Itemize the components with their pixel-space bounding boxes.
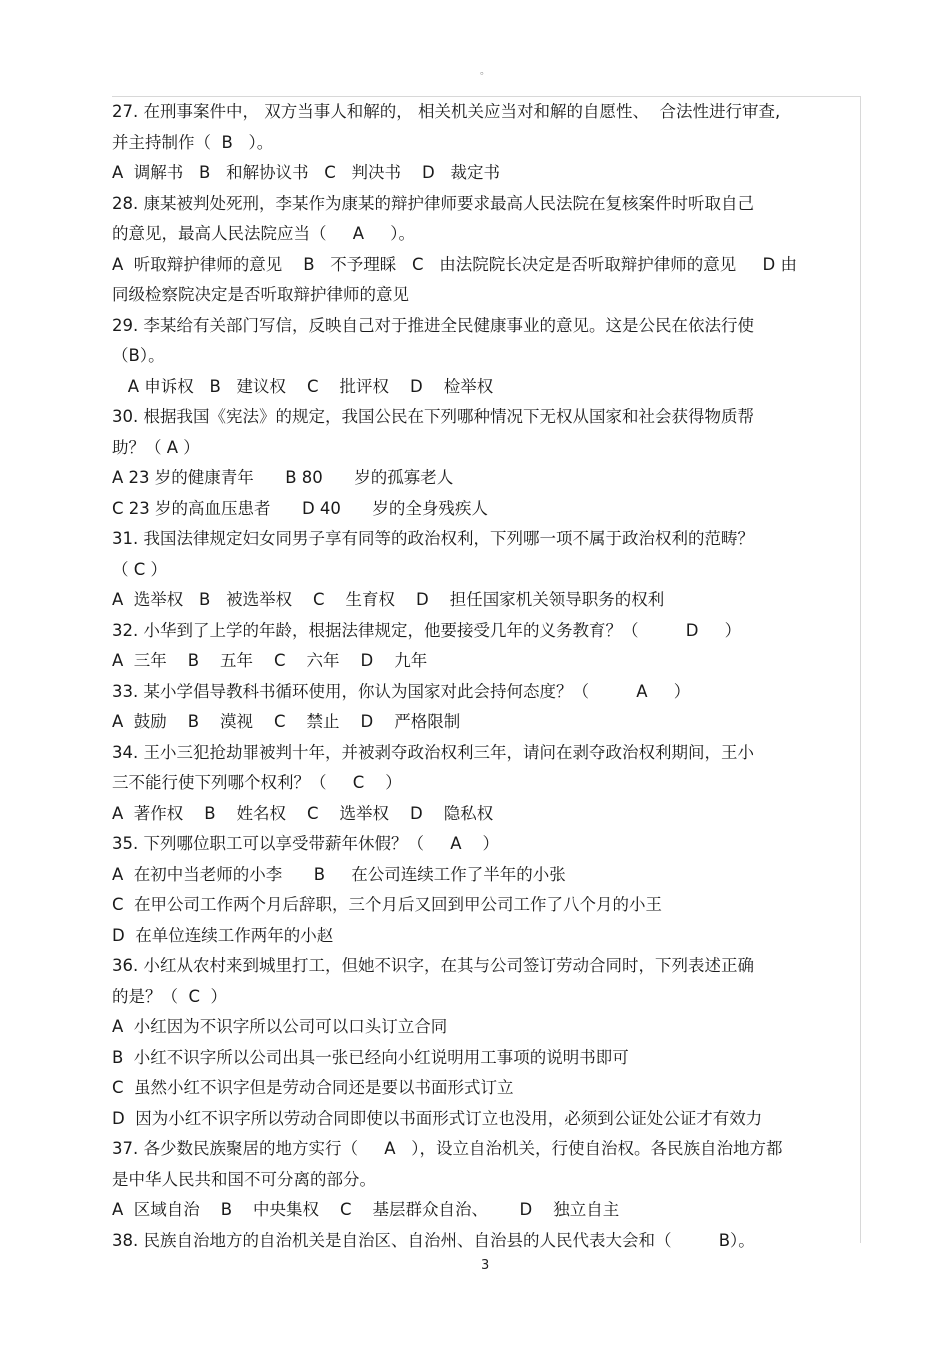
text-line: A 著作权 B 姓名权 C 选举权 D 隐私权 [112, 803, 494, 823]
text-line: B 小红不识字所以公司出具一张已经向小红说明用工事项的说明书即可 [112, 1047, 629, 1067]
text-line: （ C ） [112, 559, 168, 579]
text-line: 36. 小红从农村来到城里打工，但她不识字，在其与公司签订劳动合同时，下列表述正确 [112, 956, 754, 975]
text-line: C 虽然小红不识字但是劳动合同还是要以书面形式订立 [112, 1078, 514, 1097]
text-line: A 区域自治 B 中央集权 C 基层群众自治、 D 独立自主 [112, 1200, 620, 1219]
text-line: A 三年 B 五年 C 六年 D 九年 [112, 651, 428, 670]
text-line: 34. 王小三犯抢劫罪被判十年，并被剥夺政治权利三年，请问在剥夺政治权利期间，王小 [112, 742, 754, 762]
document-body [112, 97, 857, 1256]
text-line: A 选举权 B 被选举权 C 生育权 D 担任国家机关领导职务的权利 [112, 590, 665, 609]
text-line: 37. 各少数民族聚居的地方实行（ A ），设立自治机关，行使自治权。各民族自治地方都 [112, 1139, 783, 1158]
text-line: D 因为小红不识字所以劳动合同即使以书面形式订立也没用，必须到公证处公证才有效力 [112, 1108, 763, 1128]
text-line: 三不能行使下列哪个权利？（ C ） [112, 773, 402, 792]
page-number: 3 [481, 1258, 490, 1273]
text-line: A 鼓励 B 漠视 C 禁止 D 严格限制 [112, 712, 461, 731]
text-line: A 听取辩护律师的意见 B 不予理睬 C 由法院院长决定是否听取辩护律师的意见 D 由 [112, 254, 797, 274]
text-line: 是中华人民共和国不可分离的部分。 [112, 1169, 376, 1189]
text-line: 29. 李某给有关部门写信，反映自己对于推进全民健康事业的意见。这是公民在依法行使 [112, 315, 754, 335]
text-line: 35. 下列哪位职工可以享受带薪年休假？（ A ） [112, 834, 499, 853]
text-line: A 申诉权 B 建议权 C 批评权 D 检举权 [112, 376, 494, 396]
text-line: 的是？（ C ） [112, 986, 228, 1006]
text-line: 并主持制作（ B ）。 [112, 132, 274, 152]
text-line: 38. 民族自治地方的自治机关是自治区、自治州、自治县的人民代表大会和（ B）。 [112, 1230, 755, 1250]
text-line: C 在甲公司工作两个月后辞职，三个月后又回到甲公司工作了八个月的小王 [112, 895, 663, 914]
text-line: A 小红因为不识字所以公司可以口头订立合同 [112, 1017, 448, 1036]
text-line: 31. 我国法律规定妇女同男子享有同等的政治权利，下列哪一项不属于政治权利的范畴？ [112, 529, 754, 548]
text-line: 同级检察院决定是否听取辩护律师的意见 [112, 285, 409, 304]
text-line: C 23 岁的高血压患者 D 40 岁的全身残疾人 [112, 498, 488, 518]
text-line: 27. 在刑事案件中， 双方当事人和解的， 相关机关应当对和解的自愿性、 合法性进行审查, [112, 102, 781, 121]
text-line: 的意见，最高人民法院应当（ A ）。 [112, 224, 415, 243]
top-mark: 。 [480, 66, 490, 77]
text-line: 30. 根据我国《宪法》的规定，我国公民在下列哪种情况下无权从国家和社会获得物质帮 [112, 407, 754, 426]
text-line: （B）。 [112, 346, 165, 365]
text-line: 28. 康某被判处死刑，李某作为康某的辩护律师要求最高人民法院在复核案件时听取自己 [112, 193, 754, 213]
text-line: A 调解书 B 和解协议书 C 判决书 D 裁定书 [112, 163, 500, 182]
text-line: 助？（ A ） [112, 437, 200, 457]
text-line: 32. 小华到了上学的年龄，根据法律规定，他要接受几年的义务教育？（ D ） [112, 620, 742, 640]
text-line: A 23 岁的健康青年 B 80 岁的孤寡老人 [112, 468, 454, 487]
text-line: D 在单位连续工作两年的小赵 [112, 925, 334, 945]
text-line: 33. 某小学倡导教科书循环使用，你认为国家对此会持何态度？（ A ） [112, 681, 691, 701]
text-line: A 在初中当老师的小李 B 在公司连续工作了半年的小张 [112, 864, 566, 884]
